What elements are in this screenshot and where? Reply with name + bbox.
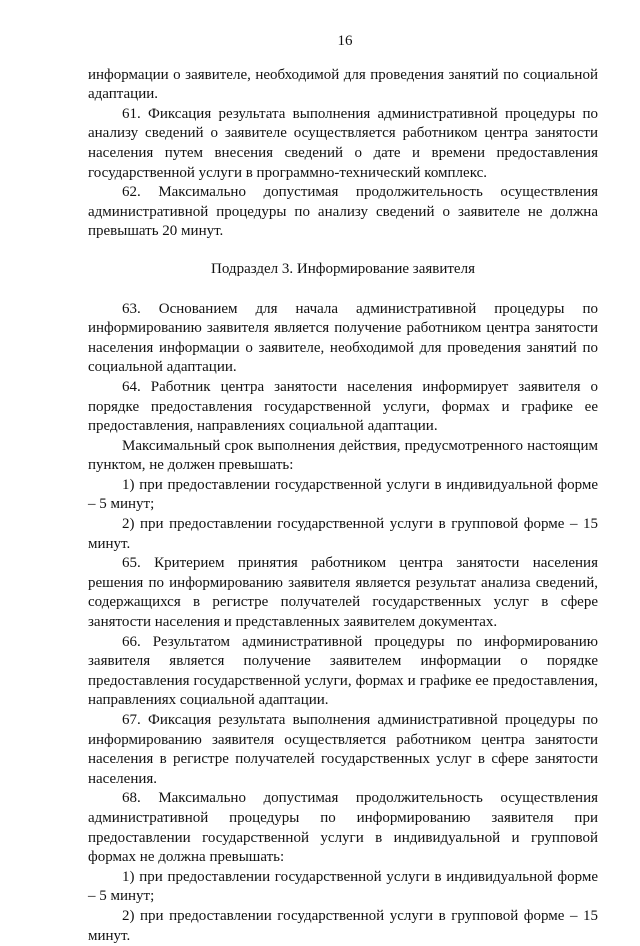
paragraph-64: 64. Работник центра занятости населения информирует заявителя о порядке предоставления государственной услуги, формах и графике ее предоставления, направлениях социальной адаптации.	[88, 378, 598, 435]
paragraph-66: 66. Результатом административной процедуры по информированию заявителя является получение заявителем информации о порядке предоставления государственной услуги, формах и графике ее предоставления, направлениях социальной адаптации.	[88, 633, 598, 709]
paragraph-64-limit: Максимальный срок выполнения действия, предусмотренного настоящим пунктом, не должен превышать:	[88, 437, 598, 474]
paragraph-63: 63. Основанием для начала административной процедуры по информированию заявителя является получение работником центра занятости населения информации о заявителе, необходимой для проведения занятий по социальной адаптации.	[88, 300, 598, 376]
list-item-individual: 1) при предоставлении государственной услуги в индивидуальной форме – 5 минут;	[88, 476, 598, 513]
section-heading: Подраздел 3. Информирование заявителя	[211, 260, 475, 277]
list-item-group: 2) при предоставлении государственной услуги в групповой форме – 15 минут.	[88, 516, 598, 552]
paragraph-61: 61. Фиксация результата выполнения административной процедуры по анализу сведений о заявителе осуществляется работником центра занятости населения путем внесения сведений о дате и времени предоставления государственной услуги в программно-технический комплекс.	[88, 105, 598, 181]
paragraph-continuation: информации о заявителе, необходимой для проведения занятий по социальной адаптации.	[88, 66, 598, 103]
paragraph-67: 67. Фиксация результата выполнения административной процедуры по информированию заявителя осуществляется работником центра занятости населения в регистре получателей государственных услуг в сфере занятости населения.	[88, 712, 598, 787]
page-number: 16	[337, 33, 353, 49]
list-item-group-2: 2) при предоставлении государственной услуги в групповой форме – 15 минут.	[88, 907, 598, 944]
paragraph-65: 65. Критерием принятия работником центра занятости населения решения по информированию заявителя является результат анализа сведений, содержащихся в регистре получателей государственных услуг в сфере занятости населения и представленных заявителем документах.	[88, 555, 598, 631]
paragraph-62: 62. Максимально допустимая продолжительность осуществления административной процедуры по анализу сведений о заявителе не должна превышать 20 минут.	[88, 184, 598, 240]
paragraph-68: 68. Максимально допустимая продолжительность осуществления административной процедуры по информированию заявителя при предоставлении государственной услуги в индивидуальной и групповой формах не должна превышать:	[88, 790, 598, 866]
list-item-individual-2: 1) при предоставлении государственной услуги в индивидуальной форме – 5 минут;	[88, 868, 598, 905]
